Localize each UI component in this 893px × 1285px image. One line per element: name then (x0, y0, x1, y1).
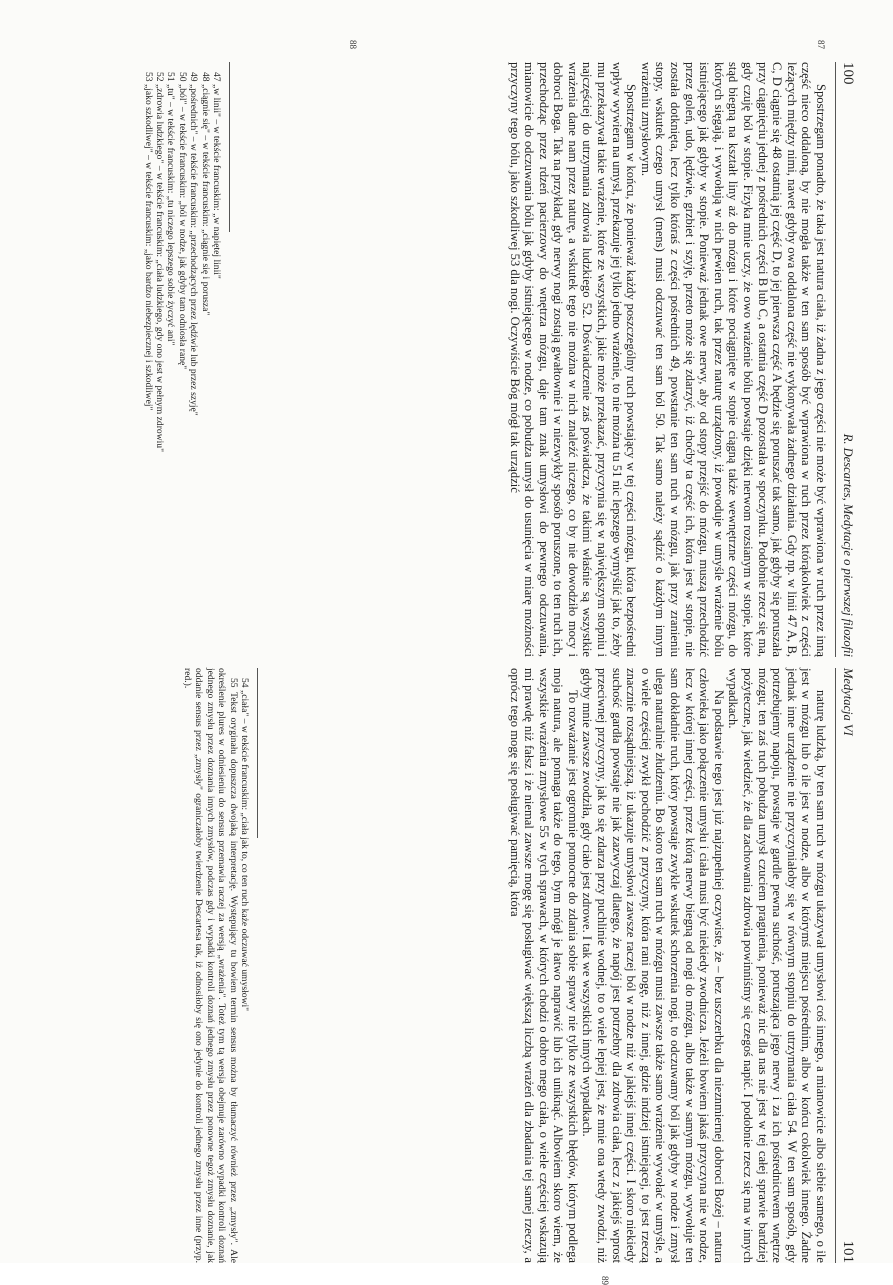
right-paragraph-3: To rozważanie jest ogromnie pomocne do zdania sobie sprawy nie tylko ze wszystkich błędów, którym podlega moja natura, ale pomaga także do tego, bym mógł je łatwo naprawić lub ich uniknąć. Albowiem skoro wiem, że wszystkie wrażenia zmysłowe 55 w tych sprawach, w których chodzi o dobro mego ciała, o wiele częściej wskazują mi prawdę niż fałsz i że niemal zawsze mogę się posługiwać większą liczbą wrażeń dla zbadania tej samej rzeczy, a oprócz tego mogę się posługiwać pamięcią, która (507, 668, 580, 1263)
footnote-54: 54 „ciała" – w tekście francuskim: „ciała jak to, co ten ruch każe odczuwać umysłowi" (239, 678, 250, 1012)
footnote-52: 52 „zdrowia ludzkiego" – w tekście francuskim: „ciała ludzkiego, gdy ono jest w pełnym zdrowiu" (153, 72, 165, 453)
right-page-number: 101 (840, 1240, 856, 1263)
footnote-48: 48 „ciągnie się" – w tekście francuskim: „ciągnie się i porusza" (199, 72, 211, 316)
left-margin-number-87: 87 (816, 40, 826, 49)
footnote-55: 55 Tekst oryginału dopuszcza dwojaką interpretację. Występujący tu bowiem termin sensus można by tłumaczyć również przez „zmysły". Ale określenie plures w odniesieniu do sensus przemawia raczej za wersją „wrażenia". Toteż tym tą wersja obejmuje zarówno wypadki kontroli doznań jednego zmysłu przez doznania innych zmysłów, podczas gdy i wypadki kontroli doznań jednego zmysłu przez ponowne tegoż zmysłu doznanie, jak oddanie sensus przez „zmysły" ograniczałoby twierdzenie Descartesa tak, iż odnosiłoby się ono jedynie do kontroli jednego zmysłu przez inne (przyp. red.). (181, 668, 239, 1263)
left-paragraph-1: Spostrzegam ponadto, że taka jest natura ciała, iż żadna z jego części nie może być wprawiona w ruch przez inną część nieco oddaloną, by nie mogła także w ten sam sposób być wprawiona w ruch przez którąkolwiek z części leżących między nimi, nawet gdyby owa oddalona część nie wykonywała żadnego działania. Gdy np. w linii 47 A, B, C, D ciągnie się 48 ostatnią jej część D, to jej pierwsza część A będzie się poruszać tak samo, jak gdyby się poruszała przy ciągnięciu jednej z pośrednich części B lub C, a ostatnia część D pozostała w spoczynku. Podobnie rzecz się ma, gdy czuję ból w stopie. Fizyka mnie uczy, że owo wrażenie bólu powstaje dzięki nerwom rozsianym w stopie, które stąd biegną na kształt liny aż do mózgu i które pociągnięte w stopie ciągną także wewnętrzne części mózgu, do których sięgają, i wywołują w nich pewien ruch, tak przez naturę urządzony, iż powoduje w umyśle wrażenie bólu istniejącego jak gdyby w stopie. Ponieważ jednak owe nerwy, aby od stopy przejść do mózgu, muszą przechodzić przez goleń, udo, lędźwie, grzbiet i szyję, przeto może się zdarzyć, iż choćby ta część ich, która jest w stopie, nie została dotknięta, lecz tylko któraś z części pośrednich 49, powstanie ten sam ruch w mózgu, jak przy zranieniu stopy, wskutek czego umysł (mens) musi odczuwać ten sam ból 50. Tak samo należy sądzić o każdym innym wrażeniu zmysłowym. (638, 62, 828, 657)
footnote-53: 53 „jako szkodliwej" – w tekście francuskim: „jako bardzo niebezpiecznej i szkodliwej" (142, 72, 154, 411)
footnote-47: 47 „w linii" – w tekście francuskim: „w napiętej linii" (211, 72, 222, 279)
right-footnote-rule (257, 668, 258, 838)
right-footnotes (182, 668, 250, 1263)
right-page (118, 668, 858, 1285)
left-running-head: R. Descartes, Medytacje o pierwszej filozofii (841, 433, 855, 657)
right-paragraph-1: naturę ludzką, by ten sam ruch w mózgu ukazywał umysłowi coś innego, a mianowicie albo siebie samego, o ile jest w mózgu lub o ile jest w nodze, albo w którymś miejscu pośrednim, albo w końcu cokolwiek innego. Żadne jednak inne urządzenie nie przyczyniałoby się w równym stopniu do utrzymania ciała 54. W ten sam sposób, gdy potrzebujemy napoju, powstaje w gardle pewna suchość, poruszająca jego nerwy i za ich pośrednictwem wnętrze mózgu; ten zaś ruch pobudza umysł czuciem pragnienia, ponieważ nic dla nas nie jest w tej całej sprawie bardziej pożyteczne, jak wiedzieć, że dla zachowania zdrowia powinniśmy się czegoś napić. I podobnie rzecz się ma w innych wypadkach. (726, 668, 828, 1263)
left-margin-number-88: 88 (348, 40, 358, 49)
left-page (118, 40, 858, 657)
left-footnotes (142, 62, 222, 657)
left-paragraph-2: Spostrzegam w końcu, że ponieważ każdy poszczególny ruch powstający w tej części mózgu, która bezpośredni wpływ wywiera na umysł, przekazuje jej tylko jedno wrażenie, to nie można tu 51 nic lepszego wymyślić jak to, żeby mu przekazywał takie wrażenie, które ze wszystkich, jakie może przekazać, przyczynia się w największym stopniu i najczęściej do utrzymania zdrowia ludzkiego 52. Doświadczenie zaś poświadcza, że takimi właśnie są wszystkie wrażenia dane nam przez naturę, a wskutek tego nie można w nich znaleźć niczego, co by nie dowodziło mocy i dobroci Boga. Tak na przykład, gdy nerwy nogi zostają gwałtownie i w niezwykły sposób poruszone, to ten ruch ich, przechodząc przez rdzeń pacierzowy do wnętrza mózgu, daje tam znak umysłowi do pewnego odczuwania, mianowicie do odczuwania bólu jak gdyby istniejącego w nodze, co pobudza umysł do usunięcia w miarę możności przyczyny tego bólu, jako szkodliwej 53 dla nogi. Oczywiście Bóg mógł tak urządzić (507, 62, 639, 657)
footnote-49: 49 „pośrednich" – w tekście francuskim: „przechodzących przez lędźwie lub przez szyję" (188, 72, 200, 416)
right-page-body (507, 668, 828, 1263)
footnote-51: 51 „tu" – w tekście francuskim: „tu niczego lepszego sobie życzyć ani" (165, 72, 177, 346)
left-page-number: 100 (840, 62, 856, 85)
footnote-50: 50 „ból" – w tekście francuskim: „ból w nodze, jak gdyby tam odniosła ranę" (176, 72, 188, 370)
right-paragraph-2: Na podstawie tego jest już najzupełniej oczywiste, że – bez uszczerbku dla nieznmiernej dobroci Bożej – natura człowieka jako połączenie umysłu i ciała musi być niekiedy zwodnicza. Jeżeli bowiem jakaś przyczyna nie w nodze, lecz w której innej części, przez którą nerwy biegną od nogi do mózgu, albo także w samym mózgu, wywołuje ten sam dokładnie ruch, który powstaje zwykle wskutek schorzenia nogi, to odczuwamy ból jak gdyby w nodze i zmysł ulega naturalnie złudzeniu. Bo skoro ten sam ruch w mózgu musi zawsze także samo wrażenie wywołać w umyśle, a o wiele częściej zwykł pochodzić z przyczyny, która rani nogę, niż z innej, gdzie indziej istniejącej, to jest rzeczą znacznie rozsądniejszą, iż ukazuje umysłowi zawsze raczej ból w nodze niż w jakiejś innej części. I skoro niekiedy suchość gardła powstaje nie jak zazwyczaj dlatego, że napój jest potrzebny dla zdrowia ciała, lecz z jakiejś wprost przeciwnej przyczyny, jak to się zdarza przy puchlinie wodnej, to o wiele lepiej jest, że mnie ona wtedy zwodzi, niż gdyby mnie zawsze zwodziła, gdy ciało jest zdrowe. I tak we wszystkich innych wypadkach. (580, 668, 726, 1263)
left-footnote-rule (229, 62, 230, 232)
right-page-header (835, 668, 858, 1263)
right-running-head: Medytacja VI (841, 668, 855, 736)
right-margin-number-89: 89 (600, 1276, 610, 1285)
left-page-body (507, 62, 828, 657)
left-page-header (835, 62, 858, 657)
